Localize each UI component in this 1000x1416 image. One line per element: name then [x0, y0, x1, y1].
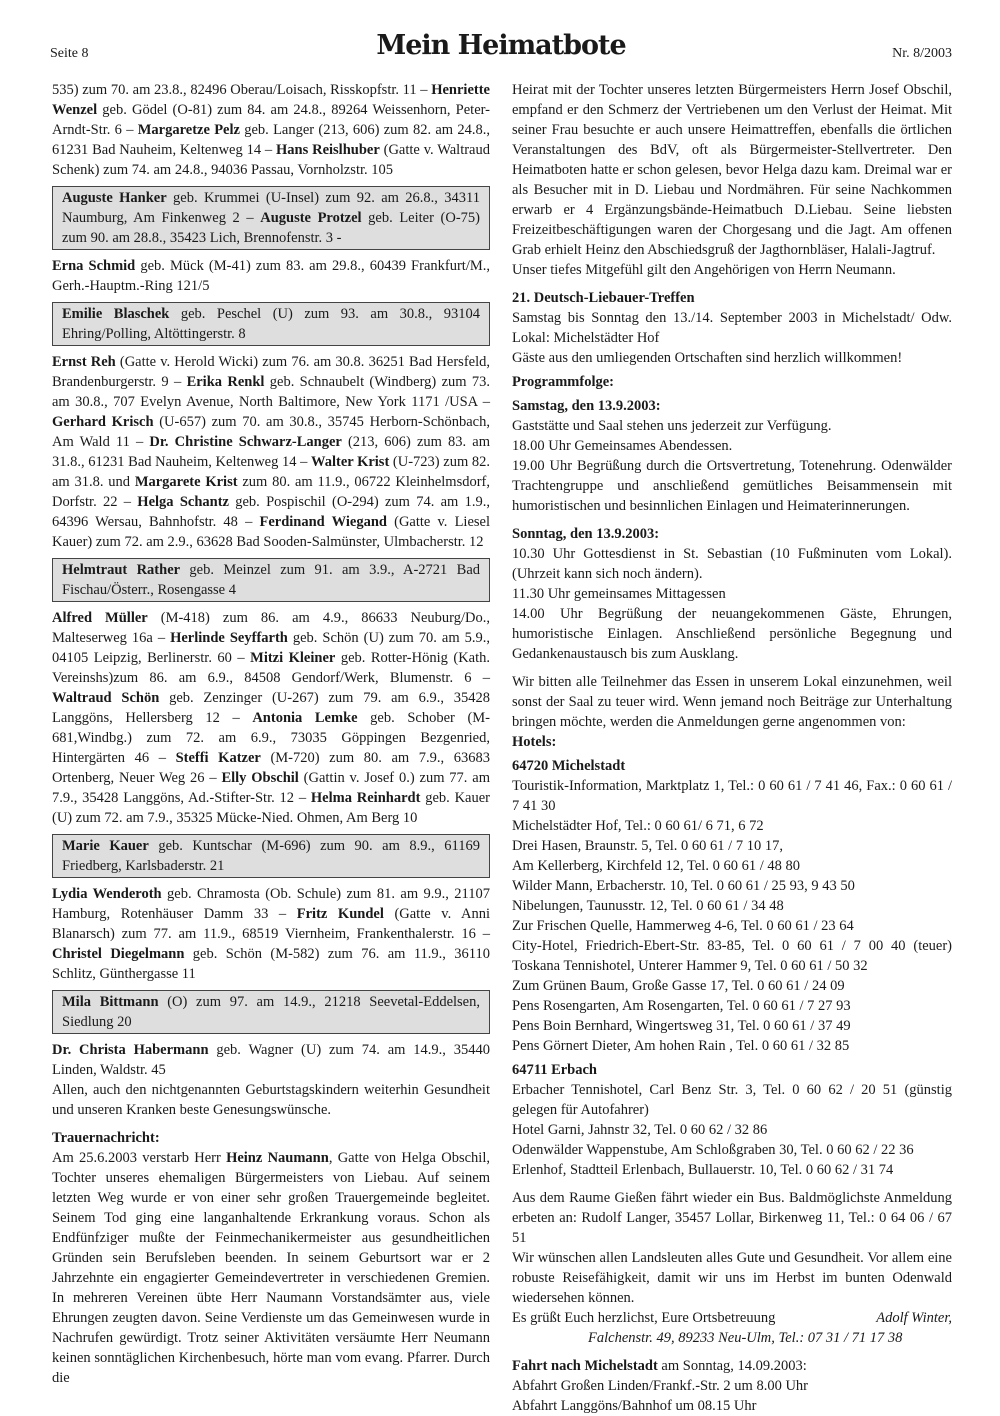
hotel-entry: Zur Frischen Quelle, Hammerweg 4-6, Tel. 0 60 61 / 23 64 [512, 918, 854, 934]
text-segment: 535) zum 70. am 23.8., 82496 Oberau/Loisach, Risskopfstr. 11 – [52, 82, 432, 98]
obituary-heading: Trauernachricht: [52, 1130, 160, 1146]
person-name: Mitzi Kleiner [250, 650, 336, 666]
hotel-entry: Erbacher Tennishotel, Carl Benz Str. 3, Tel. 0 60 62 / 20 51 (günstig gelegen für Autofahrer) [512, 1082, 952, 1118]
obituary-condolence: Unser tiefes Mitgefühl gilt den Angehörigen von Herrn Neumann. [512, 262, 896, 278]
city-heading: 64711 Erbach [512, 1062, 597, 1078]
text-segment: geb. Pospischil (O-294) zum 74. am 1.9., 64396 Wersau, Bahnhofstr. 48 – [52, 494, 490, 530]
person-name: Helma Reinhardt [310, 790, 421, 806]
hotels-heading: Hotels: [512, 734, 557, 750]
person-name: Elly Obschil [221, 770, 299, 786]
person-name: Herlinde Seyffarth [170, 630, 288, 646]
text-segment: geb. Meinzel zum 91. am 3.9., A-2721 Bad Fischau/Österr., Rosengasse 4 [62, 562, 481, 598]
person-name: Marie Kauer [62, 838, 149, 854]
page-header [50, 26, 952, 66]
person-name: Erika Renkl [186, 374, 265, 390]
hotel-entry: Pens Boin Bernhard, Wingertsweg 31, Tel. 0 60 61 / 37 49 [512, 1018, 851, 1034]
person-name: Dr. Christine Schwarz-Langer [149, 434, 342, 450]
person-name: Steffi Katzer [175, 750, 261, 766]
text-segment: geb. Rotter-Hönig (Kath. Vereinshs)zum 86. am 6.9., 84508 Gendorf/Werk, Blumenstr. 6 – [52, 650, 491, 686]
text-segment: geb. Kauer (U) zum 72. am 7.9., 35325 Mücke-Nied. Ohmen, Am Berg 10 [52, 790, 490, 826]
text-segment: geb. Schön (U) zum 70. am 5.9., 04105 Leipzig, Berlinerstr. 60 – [52, 630, 490, 666]
person-name: Antonia Lemke [252, 710, 358, 726]
hotel-list-michelstadt [512, 776, 952, 1056]
program-item: 10.30 Uhr Gottesdienst in St. Sebastian (10 Fußminuten vom Lokal). (Uhrzeit kann sich noch ändern). [512, 546, 952, 582]
saturday-heading: Samstag, den 13.9.2003: [512, 398, 661, 414]
person-name: Alfred Müller [52, 610, 148, 626]
right-column [512, 80, 952, 1416]
signature-name: Adolf Winter, [876, 1310, 952, 1326]
text-segment: Am 25.6.2003 verstarb Herr [52, 1150, 227, 1166]
hotel-entry: Pens Rosengarten, Am Rosengarten, Tel. 0 60 61 / 7 27 93 [512, 998, 851, 1014]
text-segment: (Gatte v. Anni Blanarsch) zum 77. am 11.9., 68519 Viernheim, Frankenthalerstr. 16 – [52, 906, 490, 942]
issue-number: Nr. 8/2003 [892, 46, 952, 61]
person-name: Helmtraut Rather [62, 562, 181, 578]
text-segment: geb. Langer (213, 606) zum 82. am 24.8., 61231 Bad Nauheim, Keltenweg 14 – [52, 122, 490, 158]
hotel-entry: Wilder Mann, Erbacherstr. 10, Tel. 0 60 61 / 25 93, 9 43 50 [512, 878, 855, 894]
hotel-entry: City-Hotel, Friedrich-Ebert-Str. 83-85, Tel. 0 60 61 / 7 00 40 (teuer) Toskana Tennishotel, Unterer Hammer 9, Tel. 0 60 61 / 50 32 [512, 938, 952, 974]
text-segment: (O) zum 97. am 14.9., 21218 Seevetal-Eddelsen, Siedlung 20 [62, 994, 480, 1030]
person-name: Margarete Krist [134, 474, 238, 490]
person-name: Erna Schmid [52, 258, 136, 274]
person-name: Margaretze Pelz [137, 122, 240, 138]
text-segment: (Gatte v. Herold Wicki) zum 76. am 30.8. 36251 Bad Hersfeld, Brandenburgerstr. 9 – [52, 354, 490, 390]
hotel-entry: Nibelungen, Taunusstr. 12, Tel. 0 60 61 / 34 48 [512, 898, 784, 914]
text-segment: geb. Wagner (U) zum 74. am 14.9., 35440 Linden, Waldstr. 45 [52, 1042, 490, 1078]
person-name: Dr. Christa Habermann [52, 1042, 209, 1058]
hotel-entry: Hotel Garni, Jahnstr 32, Tel. 0 60 62 / 32 86 [512, 1122, 768, 1138]
meeting-welcome: Gäste aus den umliegenden Ortschaften sind herzlich willkommen! [512, 350, 903, 366]
wishes-text: Wir wünschen allen Landsleuten alles Gute und Gesundheit. Vor allem eine robuste Reisefähigkeit, damit wir uns im Herbst im bunten Odenwald wiedersehen können. [512, 1250, 952, 1306]
person-name: Helga Schantz [137, 494, 229, 510]
person-name: Auguste Protzel [260, 210, 362, 226]
text-segment: (M-720) zum 80. am 7.9., 63683 Ortenberg, Neuer Weg 26 – [52, 750, 490, 786]
birthday-paragraph [52, 608, 490, 828]
trip-departure: Abfahrt Langgöns/Bahnhof um 08.15 Uhr [512, 1398, 757, 1414]
text-segment: geb. Gödel (O-81) zum 84. am 24.8., 89264 Weissenhorn, Peter-Arndt-Str. 6 – [52, 102, 490, 138]
city-heading: 64720 Michelstadt [512, 758, 626, 774]
person-name: Gerhard Krisch [52, 414, 154, 430]
hotel-entry: Touristik-Information, Marktplatz 1, Tel.: 0 60 61 / 7 41 46, Fax.: 0 60 61 / 7 41 30 [512, 778, 952, 814]
birthday-paragraph [52, 884, 490, 984]
text-segment: (U-723) zum 82. am 31.8. und [52, 454, 490, 490]
person-name: Mila Bittmann [62, 994, 159, 1010]
person-name: Henriette Wenzel [52, 82, 490, 118]
text-segment: geb. Zenzinger (U-267) zum 79. am 6.9., 35428 Langgöns, Hellersberg 12 – [52, 690, 490, 726]
program-item: Gaststätte und Saal stehen uns jederzeit zur Verfügung. [512, 418, 832, 434]
text-segment: (Gattin v. Josef 0.) zum 77. am 7.9., 35428 Langgöns, Ad.-Stifter-Str. 12 – [52, 770, 490, 806]
birthday-paragraph [52, 80, 490, 180]
highlight-box [52, 302, 490, 346]
program-item: 19.00 Uhr Begrüßung durch die Ortsvertretung, Totenehrung. Odenwälder Trachtengruppe und anschließend gemütliches Beisammensein mit humoristischen und besinnlichen Einlagen und Heimaterinnerungen. [512, 458, 952, 514]
left-column [52, 80, 490, 1388]
highlight-box [52, 990, 490, 1034]
meeting-text: Samstag bis Sonntag den 13./14. September 2003 in Michelstadt/ Odw. Lokal: Michelstädter Hof [512, 310, 952, 346]
hotel-entry: Michelstädter Hof, Tel.: 0 60 61/ 6 71, 6 72 [512, 818, 764, 834]
program-item: 14.00 Uhr Begrüßung der neuangekommenen Gäste, Ehrungen, humoristische Einlagen. Anschließend persönliche Begegnung und Gedankenaustausch bis zum Ausklang. [512, 606, 952, 662]
birthday-paragraph [52, 256, 490, 296]
person-name: Hans Reislhuber [276, 142, 380, 158]
person-name: Waltraud Schön [52, 690, 160, 706]
text-segment: geb. Chramosta (Ob. Schule) zum 81. am 9.9., 21107 Hamburg, Rotenhäuser Damm 33 – [52, 886, 490, 922]
text-segment: (M-418) zum 86. am 4.9., 86633 Neuburg/Do., Malteserweg 16a – [52, 610, 490, 646]
text-segment: geb. Leiter (O-75) zum 90. am 28.8., 35423 Lich, Brennofenstr. 3 - [62, 210, 480, 246]
trip-line [512, 1356, 952, 1376]
text-segment: (Gatte v. Waltraud Schenk) zum 74. am 24.8., 94036 Passau, Vornholzstr. 105 [52, 142, 490, 178]
hotel-entry: Pens Görnert Dieter, Am hohen Rain , Tel. 0 60 61 / 32 85 [512, 1038, 850, 1054]
person-name: Ferdinand Wiegand [259, 514, 387, 530]
hotel-entry: Erlenhof, Stadtteil Erlenbach, Bullauerstr. 10, Tel. 0 60 62 / 31 74 [512, 1162, 894, 1178]
trip-departure: Abfahrt Großen Linden/Frankf.-Str. 2 um 8.00 Uhr [512, 1378, 808, 1394]
text-segment: (Gatte v. Liesel Kauer) zum 72. am 2.9., 63628 Bad Sooden-Salmünster, Ulmbacherstr. 12 [52, 514, 490, 550]
obituary-continued: Heirat mit der Tochter unseres letzten Bürgermeisters Herrn Josef Obschil, empfand er den Schmerz der Vertriebenen um den Verlust der Heimat. Mit seiner Frau besuchte er auch unsere Heimattreffen, ebenfalls die örtlichen Veranstaltungen des BdV, oft als Bürgermeister-Stellvertreter. Den Heimatboten hatte er schon gelesen, bevor Helga dazu kam. Dreimal war er als Besucher mit in D. Liebau und Nordmähren. Für seine Nachkommen erwarb er 4 Ergänzungsbände-Heimatbuch D.Liebau. Seine liebsten Freizeitbeschäftigungen waren der Chorgesang und die Jagt. Am offenen Grab erhielt Heinz den Abschiedsgruß der Jagthornbläser, Halali-Jagtruf. [512, 82, 952, 258]
signature-address: Falchenstr. 49, 89233 Neu-Ulm, Tel.: 07 31 / 71 17 38 [588, 1330, 903, 1346]
person-name: Fritz Kundel [296, 906, 384, 922]
birthday-paragraph [52, 1040, 490, 1080]
highlight-box [52, 186, 490, 250]
text-segment: zum 80. am 11.9., 06722 Kleinhelmsdorf, Dorfstr. 22 – [52, 474, 491, 510]
masthead-logo: Mein Heimatbote [376, 30, 626, 61]
person-name: Auguste Hanker [62, 190, 167, 206]
text-segment: geb. Schnaubelt (Windberg) zum 73. am 30.8., 707 Evelyn Avenue, North Baltimore, New York 1171 /USA – [52, 374, 491, 410]
person-name: Emilie Blaschek [62, 306, 170, 322]
greeting-text: Es grüßt Euch herzlichst, Eure Ortsbetreuung [512, 1310, 776, 1326]
text-segment: Allen, auch den nichtgenannten Geburtstagskindern weiterhin Gesundheit und unseren Kranken beste Genesungswünsche. [52, 1082, 490, 1118]
person-name: Heinz Naumann [226, 1150, 329, 1166]
hotel-entry: Zum Grünen Baum, Große Gasse 17, Tel. 0 60 61 / 24 09 [512, 978, 845, 994]
program-heading: Programmfolge: [512, 374, 614, 390]
page-number: Seite 8 [50, 46, 89, 61]
text-segment: geb. Krummei (U-Insel) zum 92. am 26.8., 34311 Naumburg, Am Finkenweg 2 – [62, 190, 480, 226]
registration-request: Wir bitten alle Teilnehmer das Essen in unserem Lokal einzunehmen, weil sonst der Saal zu teuer wird. Wenn jemand noch Beiträge zur Unterhaltung bringen möchte, werden die Anmeldungen gerne angenommen von: [512, 674, 952, 730]
text-segment: (U-657) zum 70. am 30.8., 35745 Herborn-Schönbach, Am Wald 11 – [52, 414, 490, 450]
text-segment: geb. Schön (M-582) zum 76. am 11.9., 36110 Schlitz, Günthergasse 11 [52, 946, 490, 982]
text-segment: , Gatte von Helga Obschil, Tochter unseres ehemaligen Bürgermeisters von Liebau. Auf seinem letzten Weg wurde er von einer sehr großen Trauergemeinde begleitet. Seinem Tod ging eine langanhaltende Erkrankung voraus. Schon als Endfünfziger mußte der Feinmechanikermeister aus gesundheitlichen Gründen sein Berufsleben beenden. In seinem Geburtsort war er 2 Jahrzehnte ein engagierter Gemeindevertreter in verschiedenen Gremien. In mehreren Vereinen übte Herr Naumann Vorstandsämter aus, viele Ehrungen zeugten davon. Seine Verdienste um das Gemeinwesen wurde in Nachrufen gewürdigt. Trotz seiner Aktivitäten versäumte Herr Neumann keinen sonntäglichen Kirchenbesuch, hörte man vom evang. Pfarrer. Durch die [52, 1150, 490, 1386]
hotel-entry: Drei Hasen, Braunstr. 5, Tel. 0 60 61 / 7 10 17, [512, 838, 783, 854]
program-item: 11.30 Uhr gemeinsames Mittagessen [512, 586, 726, 602]
meeting-heading: 21. Deutsch-Liebauer-Treffen [512, 290, 695, 306]
trip-heading: Fahrt nach Michelstadt [512, 1358, 658, 1374]
birthday-paragraph [52, 352, 490, 552]
text-segment: (213, 606) zum 83. am 31.8., 61231 Bad Nauheim, Keltenweg 14 – [52, 434, 490, 470]
text-segment: geb. Peschel (U) zum 93. am 30.8., 93104 Ehring/Polling, Altöttingerstr. 8 [62, 306, 480, 342]
obituary-text [52, 1148, 490, 1388]
sunday-heading: Sonntag, den 13.9.2003: [512, 526, 660, 542]
program-item: 18.00 Uhr Gemeinsames Abendessen. [512, 438, 733, 454]
hotel-entry: Odenwälder Wappenstube, Am Schloßgraben 30, Tel. 0 60 62 / 22 36 [512, 1142, 914, 1158]
highlight-box [52, 834, 490, 878]
person-name: Ernst Reh [52, 354, 116, 370]
hotel-entry: Am Kellerberg, Kirchfeld 12, Tel. 0 60 61 / 48 80 [512, 858, 800, 874]
bus-info: Aus dem Raume Gießen fährt wieder ein Bus. Baldmöglichste Anmeldung erbeten an: Rudolf Langer, 35457 Lollar, Birkenweg 11, Tel.: 0 64 06 / 67 51 [512, 1190, 952, 1246]
greeting-line [512, 1308, 952, 1328]
text-segment: geb. Schober (M-681,Windbg.) zum 72. am 6.9., 73035 Göppingen Bezgenried, Hintergärten 46 – [52, 710, 490, 766]
text-segment: geb. Kuntschar (M-696) zum 90. am 8.9., 61169 Friedberg, Karlsbaderstr. 21 [62, 838, 480, 874]
closing-wishes [52, 1080, 490, 1120]
text-segment: geb. Mück (M-41) zum 83. am 29.8., 60439 Frankfurt/M., Gerh.-Hauptm.-Ring 121/5 [52, 258, 490, 294]
hotel-list-erbach [512, 1080, 952, 1180]
person-name: Christel Diegelmann [52, 946, 185, 962]
person-name: Walter Krist [311, 454, 390, 470]
highlight-box [52, 558, 490, 602]
person-name: Lydia Wenderoth [52, 886, 162, 902]
trip-date: am Sonntag, 14.09.2003: [657, 1358, 807, 1374]
